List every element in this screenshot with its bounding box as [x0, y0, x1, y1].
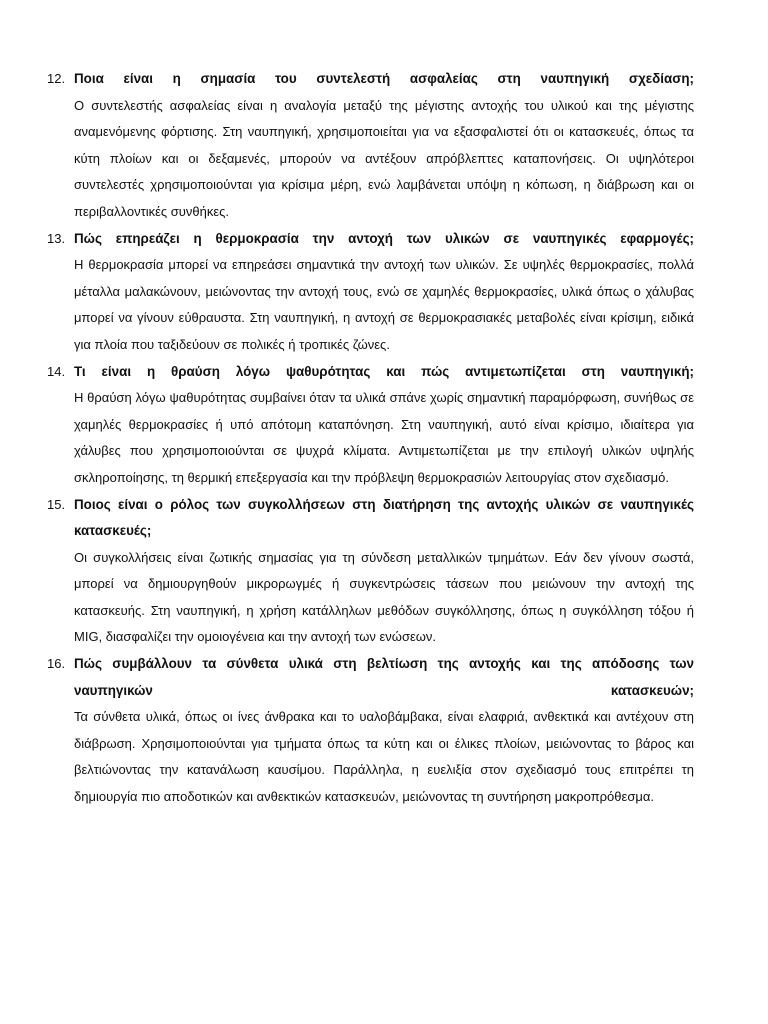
question-text: Πώς επηρεάζει η θερμοκρασία την αντοχή των υλικών σε ναυπηγικές εφαρμογές; [74, 230, 694, 246]
answer-text: Η θραύση λόγω ψαθυρότητας συμβαίνει όταν τα υλικά σπάνε χωρίς σημαντική παραμόρφωση, συνήθως σε χαμηλές θερμοκρασίες ή υπό απότομη καταπόνηση. Στη ναυπηγική, αυτό είναι κρίσιμο, ιδιαίτερα για χάλυβες που χρησιμοποιούνται σε ψυχρά κλίματα. Αντιμετωπίζεται με την επιλογή υλικών υψηλής σκληροποίησης, τη θερμική επεξεργασία και την πρόβλεψη θερμοκρασιών λειτουργίας στον σχεδιασμό. [74, 390, 694, 485]
question-text: Τι είναι η θραύση λόγω ψαθυρότητας και πώς αντιμετωπίζεται στη ναυπηγική; [74, 363, 694, 379]
question-text: Πώς συμβάλλουν τα σύνθετα υλικά στη βελτίωση της αντοχής και της απόδοσης των ναυπηγικών κατασκευών; [74, 656, 694, 698]
answer-text: Ο συντελεστής ασφαλείας είναι η αναλογία μεταξύ της μέγιστης αντοχής του υλικού και της μέγιστης αναμενόμενης φόρτισης. Στη ναυπηγική, χρησιμοποιείται για να εξασφαλιστεί ότι οι κατασκευές, όπως τα κύτη πλοίων και οι δεξαμενές, μπορούν να αντέξουν απρόβλεπτες καταπονήσεις. Οι υψηλότεροι συντελεστές χρησιμοποιούνται για κρίσιμα μέρη, ενώ λαμβάνεται υπόψη η κόπωση, η διάβρωση και οι περιβαλλοντικές συνθήκες. [74, 97, 694, 219]
answer-text: Η θερμοκρασία μπορεί να επηρεάσει σημαντικά την αντοχή των υλικών. Σε υψηλές θερμοκρασίες, πολλά μέταλλα μαλακώνουν, μειώνοντας την αντοχή τους, ενώ σε χαμηλές θερμοκρασίες, υλικά όπως ο χάλυβας μπορεί να γίνουν εύθραυστα. Στη ναυπηγική, η αντοχή σε θερμοκρασιακές μεταβολές είναι κρίσιμη, ειδικά για πλοία που ταξιδεύουν σε πολικές ή τροπικές ζώνες. [74, 257, 694, 352]
item-number: 12. [47, 71, 66, 86]
qa-item-14 [0, 359, 768, 492]
question-text: Ποιος είναι ο ρόλος των συγκολλήσεων στη διατήρηση της αντοχής υλικών σε ναυπηγικές κατασκευές; [74, 496, 694, 539]
item-number: 13. [47, 230, 66, 246]
item-number: 16. [47, 656, 66, 672]
item-number: 15. [47, 496, 66, 512]
qa-item-15 [0, 492, 768, 652]
qa-list [0, 66, 768, 811]
qa-item-12 [0, 66, 768, 226]
question-text: Ποια είναι η σημασία του συντελεστή ασφαλείας στη ναυπηγική σχεδίαση; [74, 71, 694, 86]
item-number: 14. [47, 363, 66, 379]
qa-item-16 [0, 651, 768, 811]
qa-item-13 [0, 226, 768, 359]
answer-text: Τα σύνθετα υλικά, όπως οι ίνες άνθρακα και το υαλοβάμβακα, είναι ελαφριά, ανθεκτικά και αντέχουν στη διάβρωση. Χρησιμοποιούνται για τμήματα όπως τα κύτη και οι έλικες πλοίων, μειώνοντας το βάρος και βελτιώνοντας την κατανάλωση καυσίμου. Παράλληλα, η ευελιξία στον σχεδιασμό τους επιτρέπει τη δημιουργία πιο αποδοτικών και ανθεκτικών κατασκευών, μειώνοντας τη συντήρηση μακροπρόθεσμα. [74, 709, 694, 805]
answer-text: Οι συγκολλήσεις είναι ζωτικής σημασίας για τη σύνδεση μεταλλικών τμημάτων. Εάν δεν γίνουν σωστά, μπορεί να δημιουργηθούν μικρορωγμές ή συγκεντρώσεις τάσεων που μειώνουν την αντοχή της κατασκευής. Στη ναυπηγική, η χρήση κατάλληλων μεθόδων συγκόλλησης, όπως η συγκόλληση τόξου ή MIG, διασφαλίζει την ομοιογένεια και την αντοχή των ενώσεων. [74, 549, 694, 645]
